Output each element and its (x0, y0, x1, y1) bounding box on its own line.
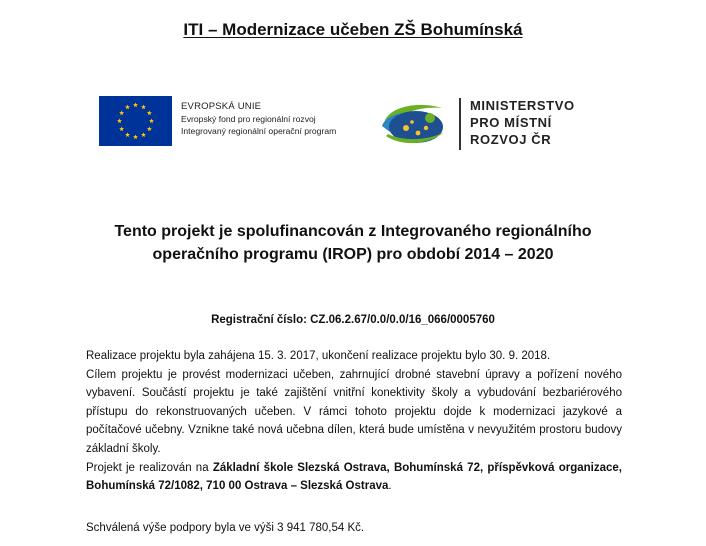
ministry-name-line-2: PRO MÍSTNÍ (470, 115, 552, 130)
project-location-paragraph (86, 459, 622, 496)
cofinancing-line-1: Tento projekt je spolufinancován z Integrovaného regionálního (114, 223, 592, 240)
project-dates-paragraph: Realizace projektu byla zahájena 15. 3. 2017, ukončení realizace projektu bylo 30. 9. 2018. (86, 350, 551, 362)
eu-star-icon (119, 126, 124, 131)
cofinancing-line-2: operačního programu (IROP) pro období 2014 – 2020 (152, 246, 554, 263)
support-amount: Schválená výše podpory byla ve výši 3 941 780,54 Kč. (86, 522, 365, 534)
eu-flag-icon (99, 96, 172, 146)
eu-star-icon (133, 134, 138, 139)
ministry-emblem-icon (376, 100, 449, 146)
eu-name: EVROPSKÁ UNIE (181, 101, 262, 112)
project-goal-paragraph: Cílem projektu je provést modernizaci učeben, zahrnující drobné stavební úpravy a pořízení nového vybavení. Součástí projektu je také zajištění vnitřní konektivity školy a vybudování bezbariérového přístupu do rekonstruovaných učeben. V rámci tohoto projektu dojde k modernizaci jazykové a počítačové učebny. Vznikne také nová učebna dílen, která bude umístěna v nevyužitém prostoru budovy základní školy. (86, 368, 622, 455)
eu-star-icon (119, 110, 124, 115)
eu-star-icon (147, 126, 152, 131)
location-suffix: . (388, 480, 392, 493)
eu-star-icon (141, 132, 146, 137)
eu-star-icon (125, 105, 130, 110)
location-prefix: Projekt je realizován na (86, 461, 213, 474)
cofinancing-statement (0, 220, 706, 266)
ministry-logo-text (470, 97, 575, 148)
eu-logo (99, 96, 361, 146)
eu-logo-text (181, 101, 336, 137)
eu-star-icon (149, 118, 154, 123)
eu-star-icon (147, 110, 152, 115)
eu-star-icon (141, 105, 146, 110)
eu-star-icon (133, 102, 138, 107)
eu-star-icon (117, 118, 122, 123)
registration-number: Registrační číslo: CZ.06.2.67/0.0/0.0/16_066/0005760 (211, 314, 495, 326)
ministry-logo-divider (459, 98, 461, 150)
ministry-name-line-3: ROZVOJ ČR (470, 132, 552, 147)
eu-programme-name: Integrovaný regionální operační program (181, 126, 337, 136)
eu-fund-name: Evropský fond pro regionální rozvoj (181, 114, 316, 124)
ministry-logo (376, 96, 616, 154)
school-name-address: Základní škole Slezská Ostrava, Bohumínská 72, příspěvková organizace, Bohumínská 72/1082, 710 00 Ostrava – Slezská Ostrava (86, 461, 622, 493)
project-description (86, 347, 622, 496)
ministry-name-line-1: MINISTERSTVO (470, 98, 575, 113)
eu-star-icon (125, 132, 130, 137)
document-title: ITI – Modernizace učeben ZŠ Bohumínská (183, 20, 523, 39)
